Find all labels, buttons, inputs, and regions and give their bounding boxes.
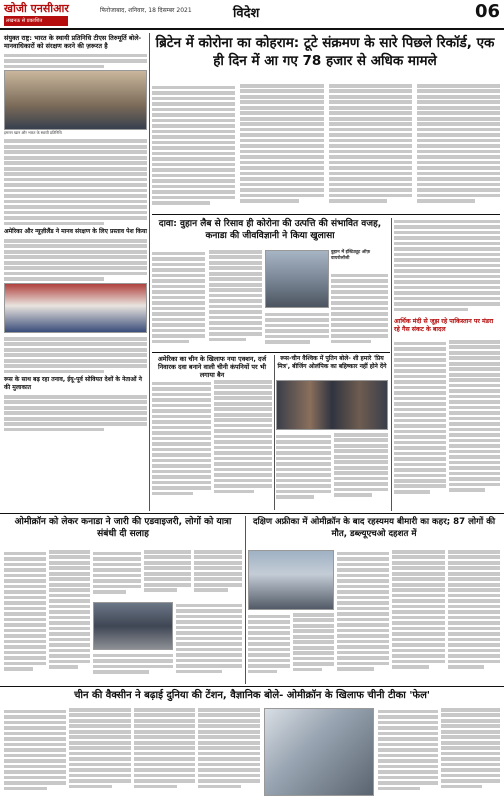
masthead — [0, 0, 504, 30]
omicron-sa-body — [337, 550, 500, 683]
photo-wuhan-lab — [265, 250, 329, 308]
photo-un-delegate — [4, 70, 147, 130]
photo-caption: इमरान खान और भारत के स्थायी प्रतिनिधि — [4, 130, 62, 135]
omicron-canada-headline: ओमीक्रॉन को लेकर कनाडा ने जारी की एडवाइजरी, लोगों को यात्रा संबंधी दी सलाह — [14, 517, 232, 539]
china-vaccine-body — [4, 708, 260, 798]
article-body — [4, 237, 147, 281]
omicron-sa-body — [248, 613, 334, 683]
brand-name: खोजी एनसीआर — [4, 2, 69, 15]
article-body — [4, 393, 147, 433]
section-rule — [152, 352, 390, 353]
omicron-canada-body — [93, 652, 173, 682]
photo-putin-xi — [276, 380, 388, 430]
column-divider — [274, 355, 275, 510]
page-number: 06 — [474, 1, 500, 22]
section-rule — [0, 513, 504, 514]
russia-article-body — [276, 433, 388, 510]
russia-headline: रूस-चीन वैश्विक में पुतिन बोले- शी हमारे 'प्रिय मित्र', बीजिंग ओलंपिक का बहिष्कार नहीं होने देंगे — [277, 355, 387, 370]
side-article-body — [394, 218, 500, 318]
omicron-sa-headline: दक्षिण अफ्रीका में ओमीक्रॉन के बाद रहस्यमय बीमारी का कहर; 87 लोगों की मौत, डब्ल्यूएचओ दहशत में — [252, 517, 496, 539]
usa-article-body — [152, 380, 272, 510]
china-vaccine-headline: चीन की वैक्सीन ने बढ़ाई दुनिया की टेंशन, वैज्ञानिक बोले- ओमीक्रॉन के खिलाफ चीनी टीका 'फेल' — [74, 690, 430, 701]
article-headline: संयुक्त राष्ट्र: भारत के स्थायी प्रतिनिधि टीएस तिरुमूर्ति बोले- मानवाधिकारों को संरक्षण करने की ज़रूरत है — [4, 34, 142, 50]
article-body — [4, 335, 147, 375]
omicron-canada-body — [4, 550, 90, 682]
article-body — [4, 52, 147, 68]
pakistan-headline: आर्थिक मंदी से जूझ रहे पाकिस्तान पर मंडरा रहे गैस संकट के बादल — [394, 318, 494, 333]
wuhan-caption: वुहान में इंस्टिट्यूट ऑफ़ वायरोलॉजी — [331, 250, 371, 261]
photo-hospital — [248, 550, 334, 610]
article-body — [4, 138, 147, 226]
section-rule — [152, 214, 500, 215]
usa-headline: अमेरिका का चीन के खिलाफ नया एक्शन, दर्ज निवारक दवा बनाने वाली चीनी कंपनियों पर भी लगाया बैन — [157, 355, 267, 379]
photo-vaccine — [264, 708, 374, 796]
omicron-canada-body — [176, 602, 242, 682]
lead-headline: ब्रिटेन में कोरोना का कोहराम: टूटे संक्रमण के सारे पिछले रिकॉर्ड, एक ही दिन में आ गए 78 हजार से अधिक मामले — [155, 35, 495, 69]
photo-airport — [93, 602, 173, 650]
wuhan-headline: दावा: वुहान लैब से रिसाव ही कोरोना की उत्पत्ति की संभावित वजह, कनाडा की जीवविज्ञानी ने किया खुलासा — [158, 219, 382, 241]
section-rule — [0, 686, 504, 687]
column-divider — [245, 516, 246, 684]
article-un-human-rights — [4, 34, 147, 433]
lead-article-body — [152, 84, 500, 212]
issue-date: फिरोजाबाद, शनिवार, 18 दिसम्बर 2021 — [100, 7, 192, 14]
omicron-canada-body — [93, 550, 242, 600]
article-headline: रूस के साथ बढ़ रहा तनाव, ईयू-पूर्व सोवियत देशों के नेताओं ने की मुलाकात — [4, 376, 142, 391]
photo-flags — [4, 283, 147, 333]
section-title: विदेश — [233, 6, 260, 21]
wuhan-article-body — [331, 272, 388, 350]
wuhan-article-body — [265, 311, 329, 350]
brand-tagline: लखनऊ से प्रकाशित — [4, 16, 68, 26]
china-vaccine-body — [378, 708, 500, 798]
brand-logo — [0, 0, 90, 30]
pakistan-article-body — [394, 340, 500, 510]
column-divider — [391, 218, 392, 511]
column-divider — [149, 33, 150, 511]
wuhan-article-body — [152, 250, 262, 350]
article-headline: अमेरिका और न्यूज़ीलैंड ने मानव संरक्षण के लिए प्रस्ताव पेश किया — [4, 227, 147, 235]
